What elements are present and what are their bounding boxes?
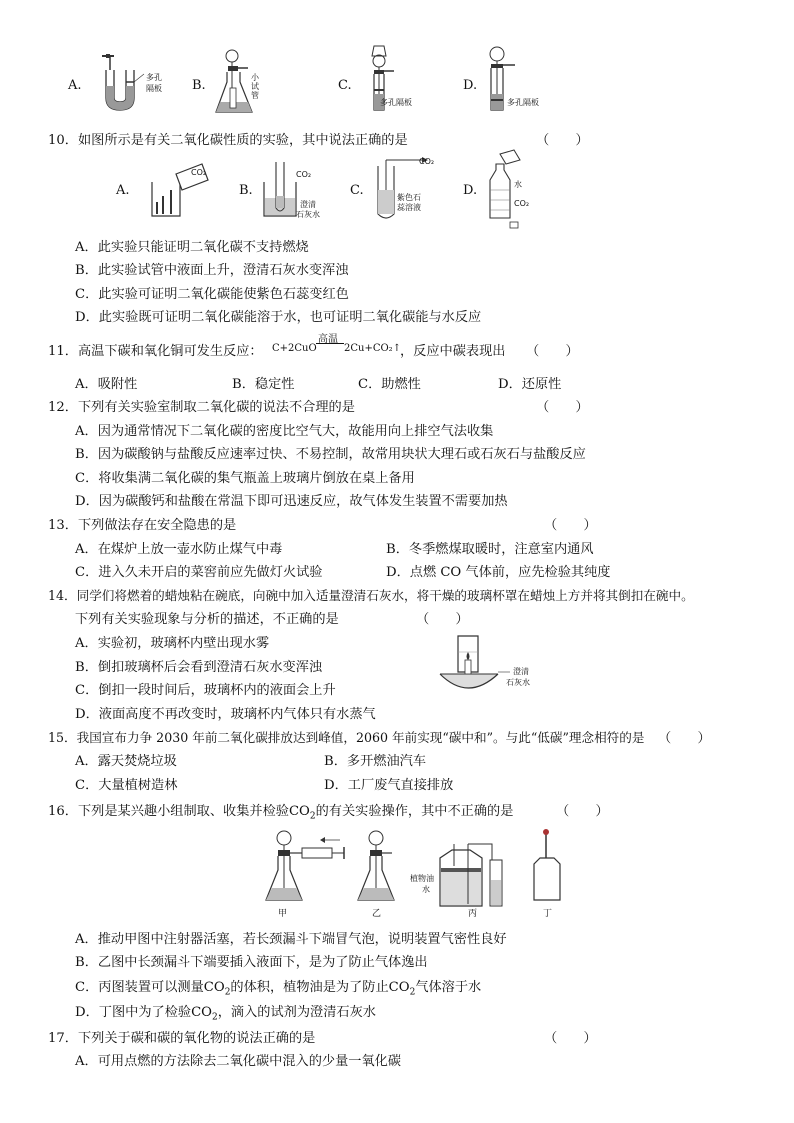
q10-figure-d [486,150,530,230]
q11-option-b: B．稳定性 [232,377,295,392]
q9-b-text1: 小 [251,73,259,82]
q9-a-text1: 多孔 [146,73,162,82]
q10-fig-b-l1: 澄清 [300,200,316,209]
q16-fig-jia: 甲 [278,909,288,919]
q14-option-a: A．实验初，玻璃杯内壁出现水雾 [75,636,270,651]
q11-stem-before: 11．高温下碳和氧化铜可发生反应： [48,344,263,359]
q10-option-b: B．此实验试管中液面上升，澄清石灰水变浑浊 [75,263,349,278]
q14-option-d: D．液面高度不再改变时，玻璃杯内气体只有水蒸气 [75,707,376,722]
q16-paren: （ ） [556,804,609,819]
q17-option-a: A．可用点燃的方法除去二氧化碳中混入的少量一氧化碳 [75,1054,402,1069]
q10-fig-c-label: C. [350,183,364,198]
q16-stem-before: 16．下列是某兴趣小组制取、收集并检验 [48,804,289,819]
q13-paren: （ ） [544,518,597,533]
q9-option-a-label: A. [68,78,82,93]
q14-fig-l2: 石灰水 [506,678,530,687]
q12-stem: 12．下列有关实验室制取二氧化碳的说法不合理的是 [48,400,355,415]
q12-option-d: D．因为碳酸钙和盐酸在常温下即可迅速反应，故气体发生装置不需要加热 [75,494,508,509]
q9-a-text2: 隔板 [146,84,162,93]
q9-option-c-label: C. [338,78,352,93]
q16-fig-oil: 植物油 [410,874,434,883]
q9-b-text2: 试 [251,82,259,91]
q16-option-d-sub: 2 [211,1012,218,1023]
q10-fig-b-l2: 石灰水 [296,210,320,219]
q13-stem: 13．下列做法存在安全隐患的是 [48,518,237,533]
q13-option-c: C．进入久未开启的菜窖前应先做灯火试验 [75,565,323,580]
q10-option-c: C．此实验可证明二氧化碳能使紫色石蕊变红色 [75,287,349,302]
q16-option-c-sub-a: 2 [224,987,231,998]
q16-option-c-co2-b: CO [388,980,410,995]
q16-option-d-co2: CO [191,1005,212,1020]
q16-figure-jia [262,828,352,910]
q12-option-c: C．将收集满二氧化碳的集气瓶盖上玻璃片倒放在桌上备用 [75,471,415,486]
q16-option-c-sub-b: 2 [409,987,416,998]
q16-fig-water: 水 [422,885,430,894]
q16-option-d-2: ，滴入的试剂为澄清石灰水 [217,1005,376,1020]
q17-stem: 17．下列关于碳和碳的氧化物的说法正确的是 [48,1031,316,1046]
q12-option-a: A．因为通常情况下二氧化碳的密度比空气大，故能用向上排空气法收集 [75,424,494,439]
q10-fig-d-label: D. [463,183,478,198]
q14-stem: 14．同学们将燃着的蜡烛粘在碗底，向碗中加入适量澄清石灰水，将干燥的玻璃杯罩在蜡烛上方并将其倒扣在碗中。 [48,588,694,603]
q15-option-a: A．露天焚烧垃圾 [75,754,177,769]
q11-stem-after: ，反应中碳表现出 [400,344,506,359]
q16-fig-bing: 丙 [468,909,478,919]
q16-stem-co2: CO [288,804,310,819]
q11-option-d: D．还原性 [498,377,562,392]
q10-paren: （ ） [536,133,589,148]
q11-eq-right: 2Cu+CO₂↑ [344,343,402,354]
q12-option-b: B．因为碳酸钠与盐酸反应速率过快、不易控制，故常用块状大理石或石灰石与盐酸反应 [75,447,586,462]
q12-paren: （ ） [536,400,589,415]
q10-fig-c-l1: 紫色石 [397,193,421,202]
q14-figure-candle-bowl [438,632,548,704]
q9-option-b-label: B. [192,78,206,93]
q10-fig-c-l2: 蕊溶液 [397,203,421,212]
q10-fig-b-label: B. [239,183,253,198]
q10-fig-d-water: 水 [514,180,522,189]
q11-option-a: A．吸附性 [75,377,138,392]
q9-d-text: 多孔隔板 [507,98,539,107]
q15-option-d: D．工厂废气直接排放 [324,778,454,793]
q10-stem: 10．如图所示是有关二氧化碳性质的实验，其中说法正确的是 [48,133,408,148]
q16-fig-ding: 丁 [543,909,553,919]
q15-stem: 15．我国宣布力争 2030 年前二氧化碳排放达到峰值，2060 年前实现“碳中和”。与此“低碳”理念相符的是 [48,730,645,745]
q15-paren: （ ） [658,731,711,746]
q9-b-text3: 管 [251,91,259,100]
q16-option-d [75,1001,376,1023]
q16-figure-yi [352,828,402,910]
q16-option-c [75,976,481,998]
q13-option-b: B．冬季燃煤取暖时，注意室内通风 [386,542,594,557]
q16-option-d-1: D．丁图中为了检验 [75,1005,192,1020]
q10-fig-b-co2: CO₂ [296,170,312,179]
q14-option-b: B．倒扣玻璃杯后会看到澄清石灰水变浑浊 [75,660,323,675]
q11-eq-left: C+2CuO [272,343,317,354]
q10-fig-d-co2: CO₂ [514,199,530,208]
q11-eq-cond: 高温 [318,334,338,345]
q16-option-c-co2-a: CO [203,980,225,995]
q16-option-c-1: C．丙图装置可以测量 [75,980,204,995]
q10-fig-a-label: A. [116,183,130,198]
q14-option-c: C．倒扣一段时间后，玻璃杯内的液面会上升 [75,683,336,698]
q16-stem-after: 的有关实验操作，其中不正确的是 [315,804,514,819]
q14-paren: （ ） [416,612,469,627]
q17-paren: （ ） [544,1031,597,1046]
q16-stem-sub: 2 [309,811,316,822]
q13-option-d: D．点燃 CO 气体前，应先检验其纯度 [386,565,611,580]
q16-option-c-3: 气体溶于水 [415,980,482,995]
q16-option-b: B．乙图中长颈漏斗下端要插入液面下，是为了防止气体逸出 [75,955,428,970]
q14-fig-l1: 澄清 [513,667,529,676]
q10-option-a: A．此实验只能证明二氧化碳不支持燃烧 [75,240,309,255]
q16-option-a: A．推动甲图中注射器活塞，若长颈漏斗下端冒气泡，说明装置气密性良好 [75,932,507,947]
q9-c-text: 多孔隔板 [380,98,412,107]
q14-stem2: 下列有关实验现象与分析的描述，不正确的是 [75,612,339,627]
q10-option-d: D．此实验既可证明二氧化碳能溶于水，也可证明二氧化碳能与水反应 [75,310,482,325]
q16-figure-bing [430,840,530,910]
q10-fig-a-co2: CO₂ [191,168,207,177]
q13-option-a: A．在煤炉上放一壶水防止煤气中毒 [75,542,283,557]
q11-paren: （ ） [526,344,579,359]
q11-option-c: C．助燃性 [358,377,421,392]
q15-option-c: C．大量植树造林 [75,778,178,793]
q11-eq-arrow [316,343,344,344]
q16-option-c-2: 的体积，植物油是为了防止 [230,980,389,995]
q15-option-b: B．多开燃油汽车 [324,754,427,769]
q10-fig-c-co2: CO₂ [419,157,435,166]
q16-figure-ding [528,828,568,910]
q16-fig-yi: 乙 [372,909,382,919]
q9-option-d-label: D. [463,78,478,93]
q16-stem [48,800,513,822]
